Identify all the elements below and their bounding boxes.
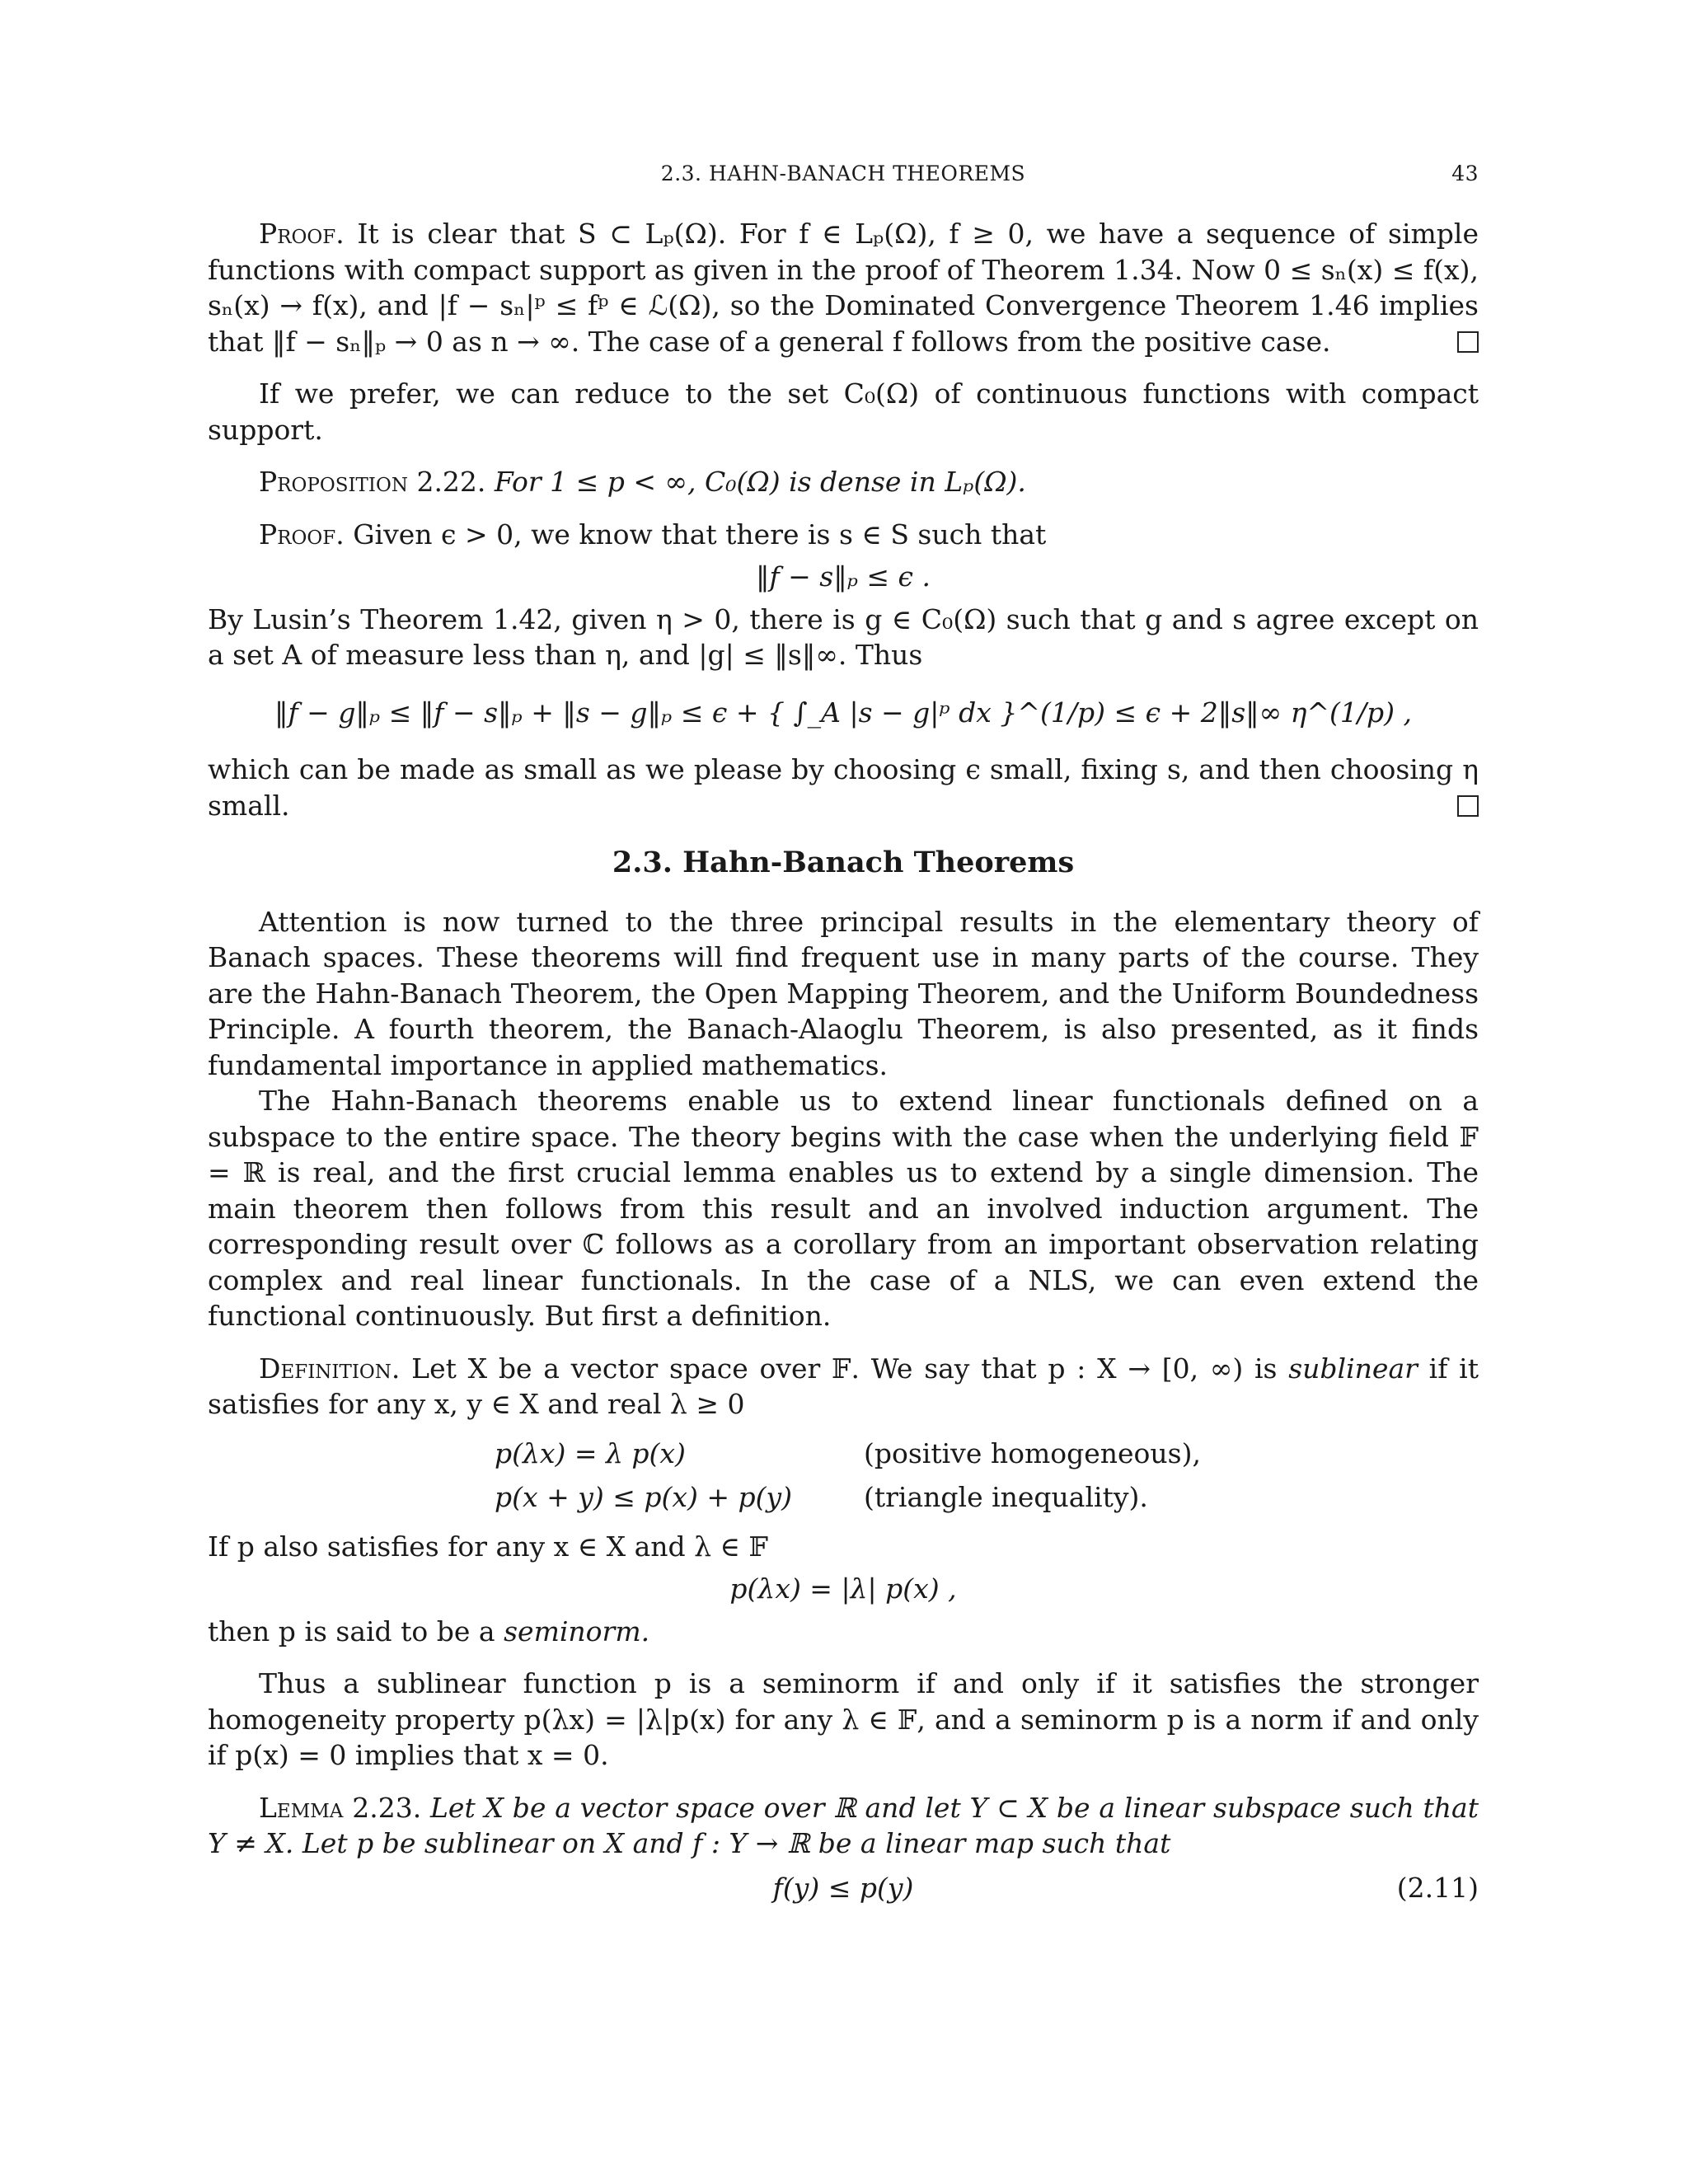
definition-text-c: If p also satisfies for any x ∈ X and λ ∈ 𝔽 — [208, 1530, 768, 1563]
condition-expr-2: p(x + y) ≤ p(x) + p(y) — [495, 1481, 793, 1513]
proof-conclusion-text: which can be made as small as we please by choosing ϵ small, fixing s, and then choosing η small. — [208, 753, 1479, 822]
lemma-text: Let X be a vector space over ℝ and let Y ⊂ X be a linear subspace such that Y ≠ X. Let p be sublinear on X and f : Y → ℝ be a linear map such that — [208, 1791, 1479, 1859]
condition-note-2: (triangle inequality). — [864, 1481, 1148, 1513]
term-sublinear: sublinear — [1288, 1352, 1418, 1385]
display-equation-2: ‖f − g‖ₚ ≤ ‖f − s‖ₚ + ‖s − g‖ₚ ≤ ϵ + { ∫_A |s − g|ᵖ dx }^(1/p) ≤ ϵ + 2‖s‖∞ η^(1/p) , — [274, 696, 1413, 729]
proof-label: Proof. — [259, 218, 345, 250]
display-equation-1: ‖f − s‖ₚ ≤ ϵ . — [755, 560, 931, 593]
page-number: 43 — [1451, 162, 1479, 185]
proposition — [208, 464, 1479, 500]
intro-paragraph-2: The Hahn-Banach theorems enable us to extend linear functionals defined on a subspace to the entire space. The theory begins with the case when the underlying field 𝔽 = ℝ is real, and the first crucial lemma enables us to extend by a single dimension. The main theorem then follows from this result and an involved induction argument. The corresponding result over ℂ follows as a corollary from an important observation relating complex and real linear functionals. In the case of a NLS, we can even extend the functional continuously. But first a definition. — [208, 1085, 1479, 1332]
condition-expr-1: p(λx) = λ p(x) — [495, 1436, 686, 1469]
definition-text-b: if it satisfies for any x, y ∈ X and real λ ≥ 0 — [208, 1352, 1479, 1420]
definition-conditions — [495, 1436, 1479, 1516]
qed-box-icon — [1457, 331, 1479, 353]
equation-number: (2.11) — [1396, 1871, 1479, 1904]
proof-text-lusin: By Lusin’s Theorem 1.42, given η > 0, there is g ∈ C₀(Ω) such that g and s agree except on a set A of measure less than η, and |g| ≤ ‖s‖∞. Thus — [208, 602, 1479, 671]
lemma-label: Lemma 2.23. — [259, 1791, 422, 1824]
lemma-equation-body: f(y) ≤ p(y) — [772, 1871, 914, 1904]
term-seminorm: seminorm. — [504, 1615, 650, 1647]
definition-seminorm — [208, 1614, 1479, 1650]
seminorm-display: p(λx) = |λ| p(x) , — [729, 1572, 957, 1605]
running-title: 2.3. HAHN-BANACH THEOREMS — [660, 162, 1026, 185]
lemma-equation — [208, 1870, 1479, 1906]
proof-paragraph — [208, 216, 1479, 359]
proof-paragraph-2 — [208, 517, 1479, 553]
proof-label-2: Proof. — [259, 518, 345, 551]
proof-text: It is clear that S ⊂ Lₚ(Ω). For f ∈ Lₚ(Ω), f ≥ 0, we have a sequence of simple functions with compact support as given in the proof of Theorem 1.34. Now 0 ≤ sₙ(x) ≤ f(x), sₙ(x) → f(x), and |f − sₙ|ᵖ ≤ fᵖ ∈ ℒ(Ω), so the Dominated Convergence Theorem 1.46 implies that ‖f − sₙ‖ₚ → 0 as n → ∞. The case of a general f follows from the positive case. — [208, 218, 1479, 358]
definition — [208, 1351, 1479, 1422]
intro-paragraph-1: Attention is now turned to the three principal results in the elementary theory of Banach spaces. These theorems will find frequent use in many parts of the course. They are the Hahn-Banach Theorem, the Open Mapping Theorem, and the Uniform Boundedness Principle. A fourth theorem, the Banach-Alaoglu Theorem, is also presented, as it finds fundamental importance in applied mathematics. — [208, 905, 1479, 1081]
page-body — [208, 216, 1479, 1905]
paragraph-sublinear: Thus a sublinear function p is a seminorm if and only if it satisfies the stronger homogeneity property p(λx) = |λ|p(x) for any λ ∈ 𝔽, and a seminorm p is a norm if and only if p(x) = 0 implies that x = 0. — [208, 1667, 1479, 1771]
definition-text-d: then p is said to be a — [208, 1615, 495, 1647]
section-title: 2.3. Hahn-Banach Theorems — [612, 846, 1075, 879]
lemma — [208, 1790, 1479, 1862]
proof-text-conclusion — [208, 752, 1479, 823]
proof-text-2: Given ϵ > 0, we know that there is s ∈ S such that — [353, 518, 1047, 551]
proposition-label: Proposition 2.22. — [259, 466, 486, 498]
condition-note-1: (positive homogeneous), — [864, 1436, 1201, 1469]
definition-text-a: Let X be a vector space over 𝔽. We say that p : X → [0, ∞) is — [411, 1352, 1278, 1385]
paragraph-prefer: If we prefer, we can reduce to the set C₀(Ω) of continuous functions with compact support. — [208, 377, 1479, 446]
proposition-text: For 1 ≤ p < ∞, C₀(Ω) is dense in Lₚ(Ω). — [494, 466, 1026, 498]
running-header — [208, 162, 1479, 190]
qed-box-icon-2 — [1457, 795, 1479, 817]
definition-label: Definition. — [259, 1352, 401, 1385]
